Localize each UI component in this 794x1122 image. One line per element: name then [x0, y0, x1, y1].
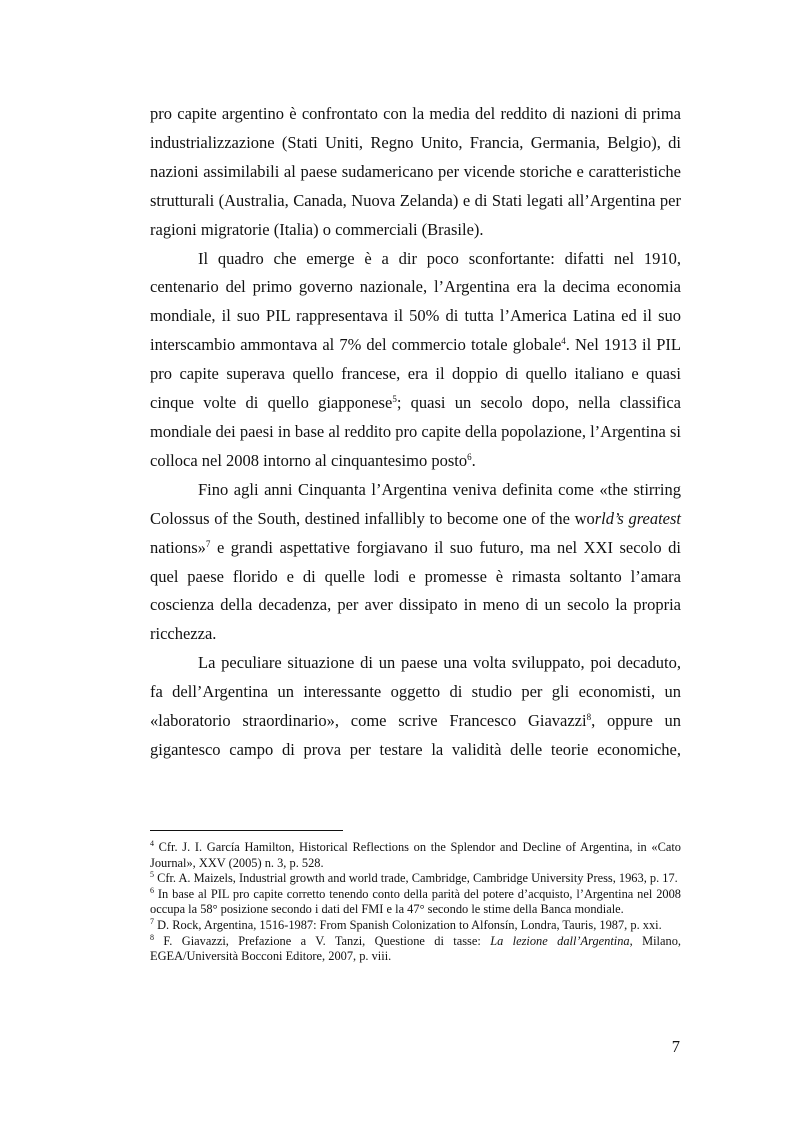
footnote-ref-4[interactable]: 4 [561, 336, 566, 347]
footnote-ref-6[interactable]: 6 [467, 451, 472, 462]
footnote-7: $^7$ D. Rock, Argentina, 1516-1987: From Spanish Colonization to Alfonsín, Londra, Tauris, 1987, p. xxi. [150, 916, 662, 932]
page-number: 7 [671, 1037, 680, 1056]
paragraph-1: pro capite argentino è confrontato con la media del reddito di nazioni di prima industrializzazione (Stati Uniti, Regno Unito, Francia, Germania, Belgio), di nazioni assimilabili al paese sudamericano per vicende storiche e caratteristiche strutturali (Australia, Canada, Nuova Zelanda) e di Stati legati all’Argentina per ragioni migratorie (Italia) o commerciali (Brasile). [150, 104, 681, 239]
footnote-6: $^6$ In base al PIL pro capite corretto tenendo conto della parità del potere d’acquisto, l’Argentina nel 2008 occupa la 58° posizione secondo i dati del FMI e la 47° secondo le stime della Banca mondiale. [150, 885, 681, 917]
footnote-5: $^5$ Cfr. A. Maizels, Industrial growth and world trade, Cambridge, Cambridge University Press, 1963, p. 17. [150, 870, 678, 886]
footnotes [150, 840, 681, 965]
paragraph-4: La peculiare situazione di un paese una volta sviluppato, poi decaduto, fa dell’Argentina un interessante oggetto di studio per gli economisti, un «laboratorio straordinario», come scrive Francesco Giavazzi$^8$, oppure un gigantesco campo di prova per testare la validità delle teorie economiche, [150, 653, 681, 759]
footnote-ref-5[interactable]: 5 [392, 394, 397, 405]
footnote-divider [150, 830, 343, 831]
footnote-8: $^8$ F. Giavazzi, Prefazione a V. Tanzi, Questione di tasse: La lezione dall’Argentina, Milano, EGEA/Università Bocconi Editore, 2007, p. viii. [150, 932, 681, 964]
footnote-4: $^4$ Cfr. J. I. García Hamilton, Historical Reflections on the Splendor and Decline of Argentina, in «Cato Journal», XXV (2005) n. 3, p. 528. [150, 839, 681, 870]
footnote-ref-8[interactable]: 8 [586, 712, 592, 723]
paragraph-2: Il quadro che emerge è a dir poco sconfortante: difatti nel 1910, centenario del primo governo nazionale, l’Argentina era la decima economia mondiale, il suo PIL rappresentava il 50% di tutta l’America Latina ed il suo interscambio ammontava al 7% del commercio totale globale$^4$. Nel 1913 il PIL pro capite superava quello francese, era il doppio di quello italiano e quasi cinque volte di quello giapponese$^5$; quasi un secolo dopo, nella classifica mondiale dei paesi in base al reddito pro capite della popolazione, l’Argentina si colloca nel 2008 intorno al cinquantesimo posto$^6$. [150, 248, 681, 470]
body-text [150, 100, 681, 765]
paragraph-3: Fino agli anni Cinquanta l’Argentina veniva definita come «the stirring Colossus of the South, destined infallibly to become one of the world’s greatest nations»$^7$ e grandi aspettative forgiavano il suo futuro, ma nel XXI secolo di quel paese florido e di quelle lodi e promesse è rimasta soltanto l’amara coscienza della decadenza, per aver dissipato in meno di un secolo la propria ricchezza. [150, 479, 682, 644]
footnote-ref-7[interactable]: 7 [205, 538, 211, 549]
